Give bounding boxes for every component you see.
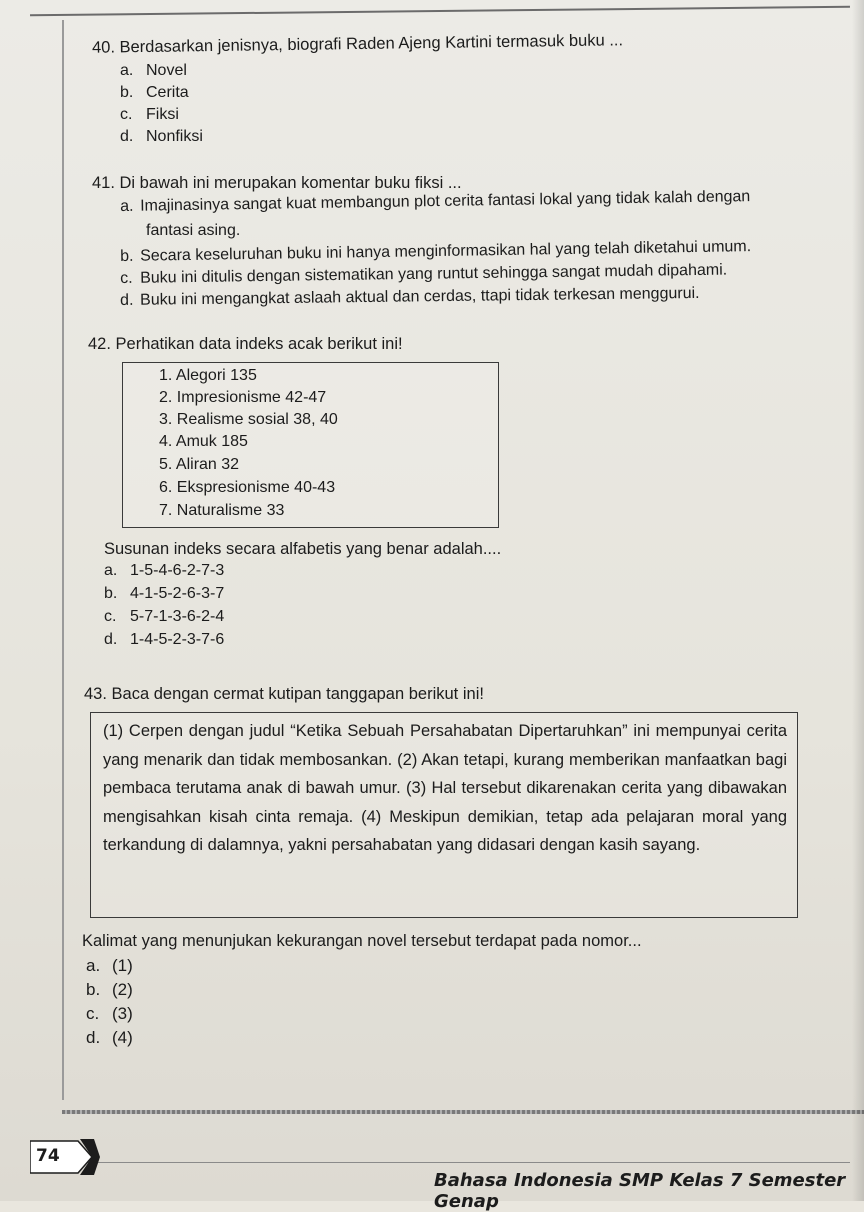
page-edge-shadow xyxy=(852,0,864,1201)
top-rule xyxy=(30,6,850,17)
question-42: 42. Perhatikan data indeks acak berikut ini! xyxy=(88,335,403,353)
q40-option-a[interactable]: a. Novel xyxy=(120,62,187,79)
quote-text: (1) Cerpen dengan judul “Ketika Sebuah Persahabatan Dipertaruhkan” ini mempunyai cerita yang menarik dan tidak membosankan. (2) Akan tetapi, kurang memberikan manfaatkan bagi pembaca terutama anak di bawah umur. (3) Hal tersebut dikarenakan cerita yang dibawakan mengisahkan kisah cinta remaja. (4) Meskipun demikian, tetap ada pelajaran moral yang terkandung di dalamnya, yakni persahabatan yang didasari dengan kasih sayang. xyxy=(103,722,787,854)
q43-option-d[interactable]: d. (4) xyxy=(86,1028,133,1047)
index-item: 5. Aliran 32 xyxy=(159,456,240,473)
book-title: Bahasa Indonesia SMP Kelas 7 Semester Genap xyxy=(434,1170,846,1212)
q41-option-c[interactable]: c. Buku ini ditulis dengan sistematikan yang runtut sehingga sangat mudah dipahami. xyxy=(120,261,728,287)
index-item: 3. Realisme sosial 38, 40 xyxy=(159,411,338,428)
q41-option-d[interactable]: d. Buku ini mengangkat aslaah aktual dan cerdas, ttapi tidak terkesan menggurui. xyxy=(120,284,700,309)
question-43: 43. Baca dengan cermat kutipan tanggapan berikut ini! xyxy=(84,685,484,703)
q41-option-a-continued: fantasi asing. xyxy=(146,222,241,239)
index-list-box xyxy=(122,362,499,528)
index-item: 6. Ekspresionisme 40-43 xyxy=(159,479,336,496)
left-margin-rule xyxy=(62,20,64,1100)
index-item: 1. Alegori 135 xyxy=(159,367,257,384)
q42-prompt: Susunan indeks secara alfabetis yang benar adalah.... xyxy=(104,540,502,558)
footer-rule xyxy=(70,1162,850,1163)
q40-option-b[interactable]: b. Cerita xyxy=(120,84,189,101)
q40-option-d[interactable]: d. Nonfiksi xyxy=(120,128,203,145)
q43-option-b[interactable]: b. (2) xyxy=(86,980,133,999)
quote-box xyxy=(90,712,798,918)
index-item: 2. Impresionisme 42-47 xyxy=(159,389,327,406)
q41-option-b[interactable]: b. Secara keseluruhan buku ini hanya menginformasikan hal yang telah diketahui umum. xyxy=(120,238,752,265)
q42-option-b[interactable]: b. 4-1-5-2-6-3-7 xyxy=(104,585,225,602)
page-number: 74 xyxy=(36,1146,60,1166)
q42-option-c[interactable]: c. 5-7-1-3-6-2-4 xyxy=(104,608,225,625)
q43-option-c[interactable]: c. (3) xyxy=(86,1004,133,1023)
q40-option-c[interactable]: c. Fiksi xyxy=(120,106,179,123)
question-41: 41. Di bawah ini merupakan komentar buku fiksi ... xyxy=(92,174,462,192)
q43-prompt: Kalimat yang menunjukan kekurangan novel tersebut terdapat pada nomor... xyxy=(82,932,642,950)
q42-option-d[interactable]: d. 1-4-5-2-3-7-6 xyxy=(104,631,225,648)
q41-option-a[interactable]: a. Imajinasinya sangat kuat membangun plot cerita fantasi lokal yang tidak kalah dengan xyxy=(120,188,751,215)
index-item: 4. Amuk 185 xyxy=(159,433,248,450)
q42-option-a[interactable]: a. 1-5-4-6-2-7-3 xyxy=(104,562,225,579)
bottom-rule xyxy=(62,1110,864,1114)
q43-option-a[interactable]: a. (1) xyxy=(86,956,133,975)
question-40: 40. Berdasarkan jenisnya, biografi Raden Ajeng Kartini termasuk buku ... xyxy=(91,31,624,57)
index-item: 7. Naturalisme 33 xyxy=(159,502,285,519)
